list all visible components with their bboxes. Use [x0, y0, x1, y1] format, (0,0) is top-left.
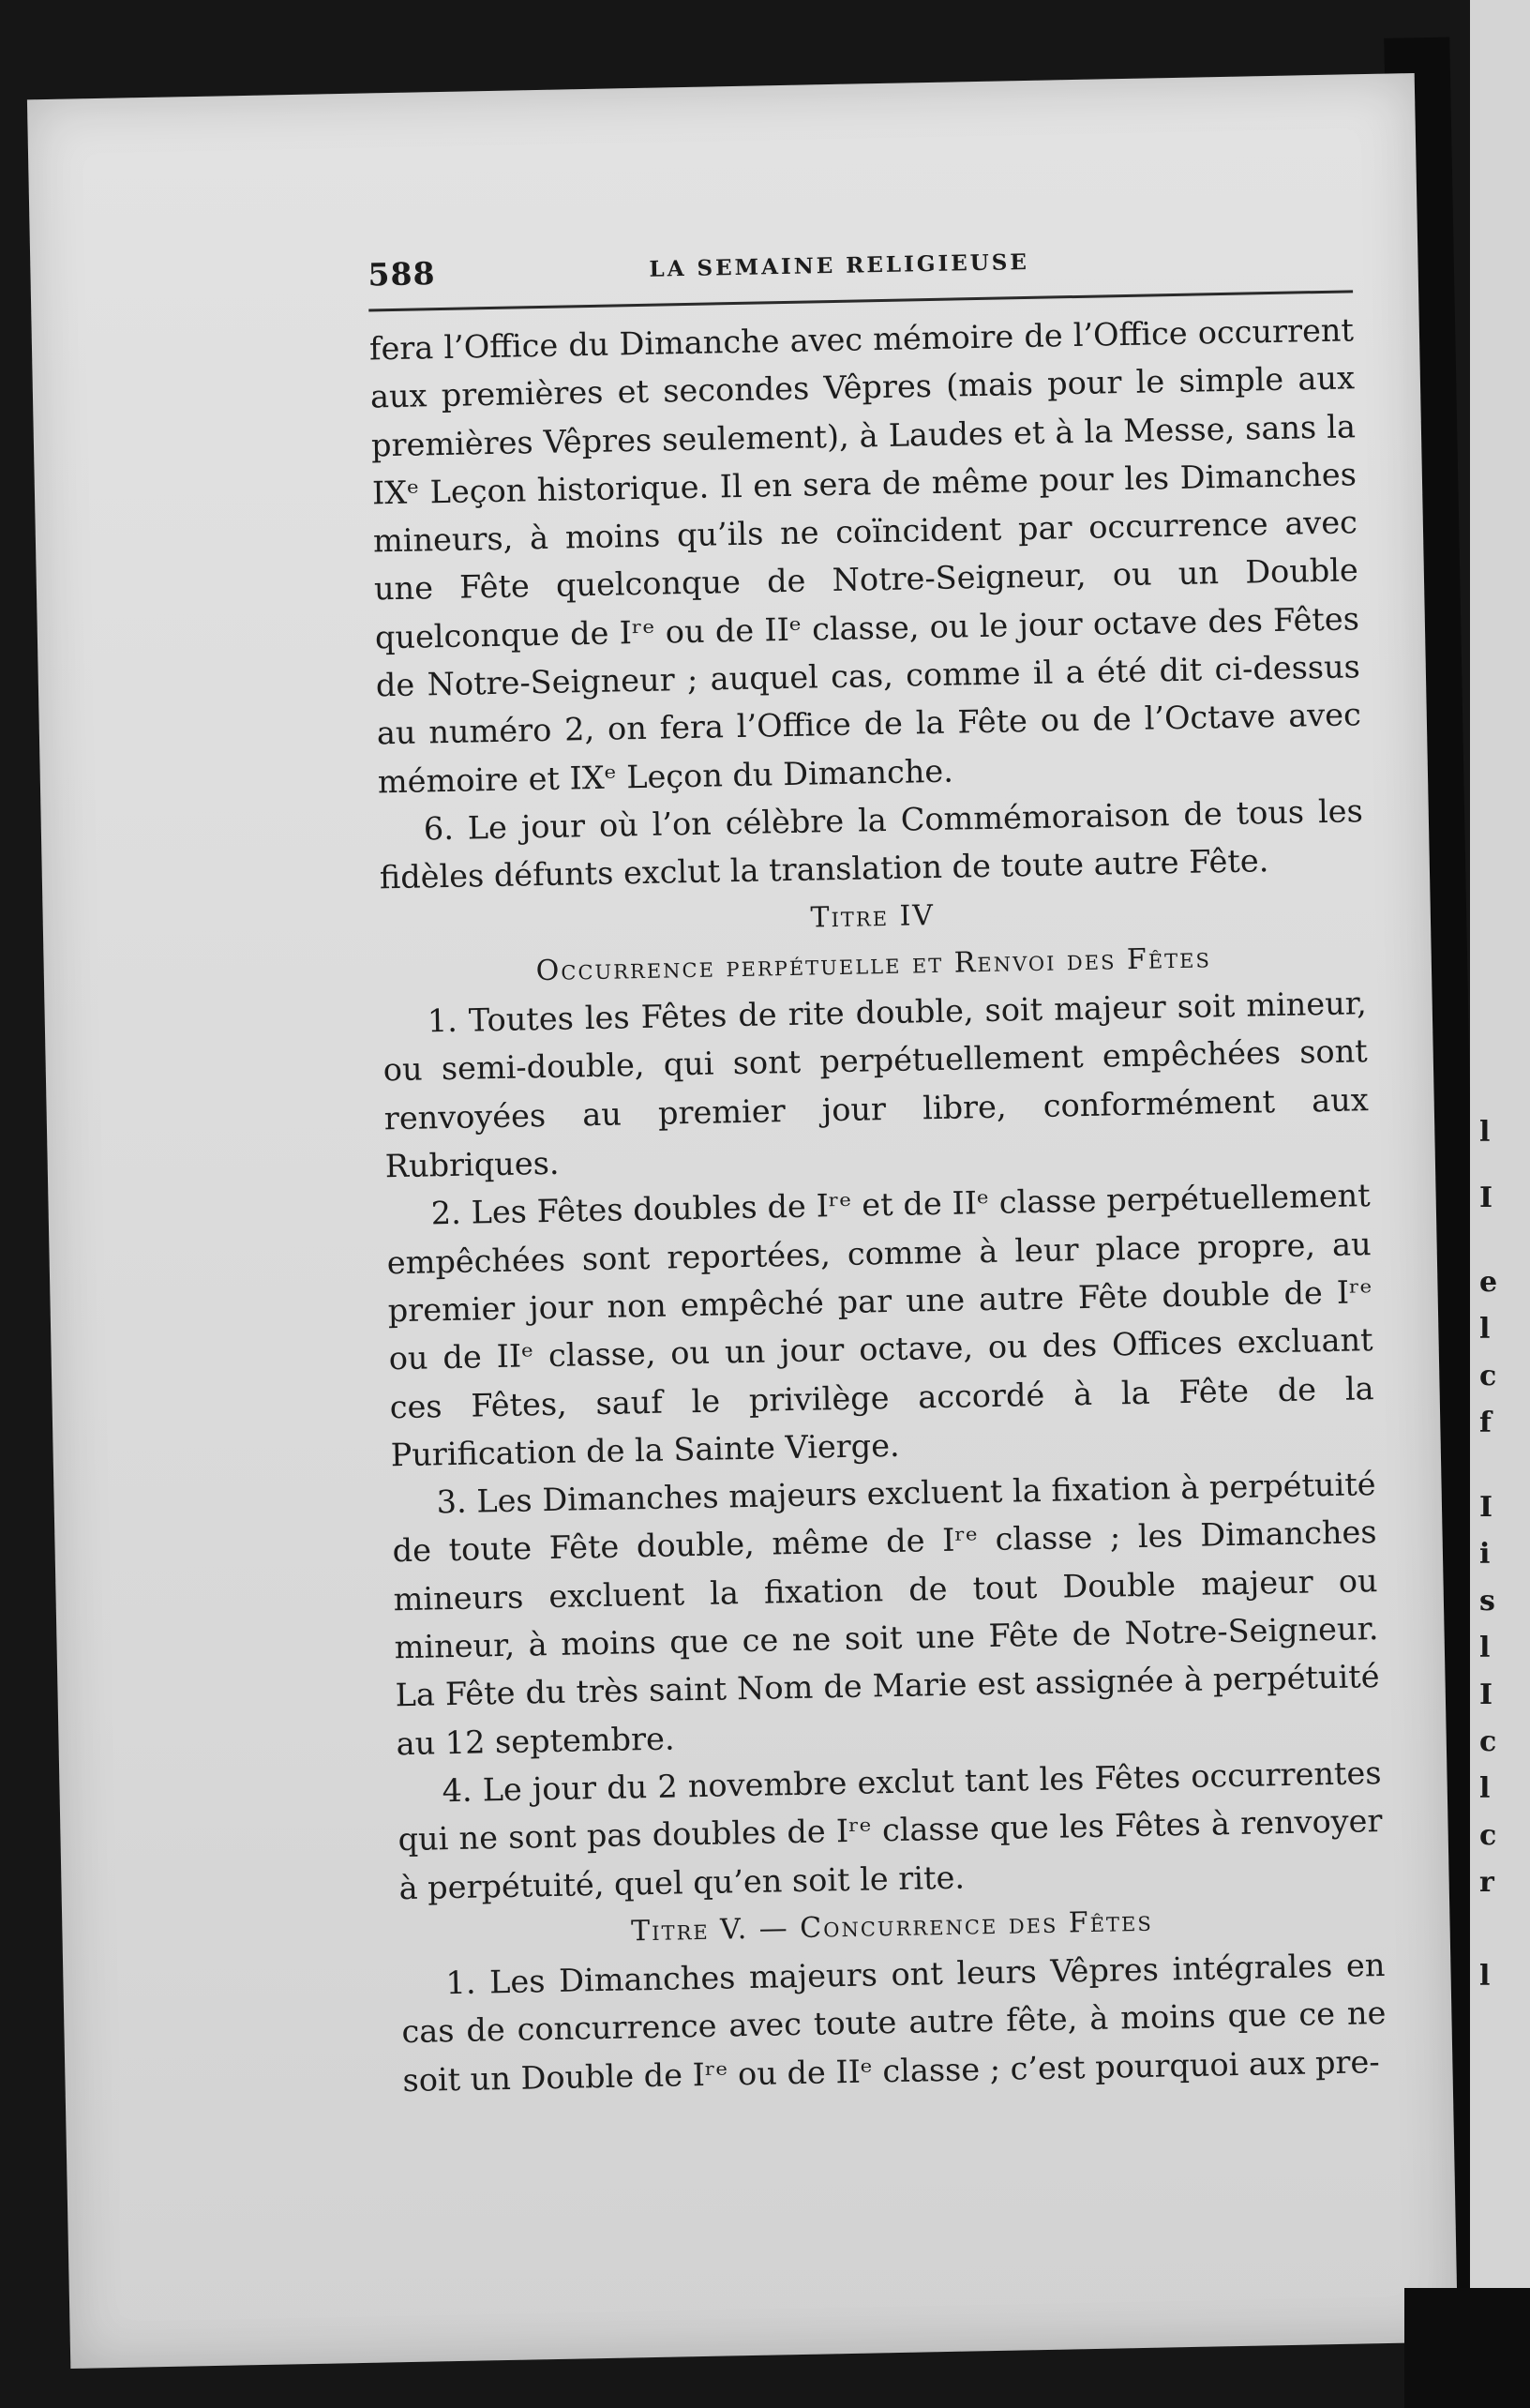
- adjacent-page-letter: l: [1479, 1313, 1491, 1346]
- adjacent-page-letter: c: [1479, 1725, 1497, 1758]
- adjacent-page-letter: I: [1479, 1491, 1493, 1524]
- adjacent-page-letter: l: [1479, 1116, 1491, 1149]
- adjacent-page-letter: c: [1479, 1819, 1497, 1852]
- page-body: [369, 306, 1388, 2104]
- section-heading: Titre IV: [810, 898, 936, 935]
- paragraph: 3. Les Dimanches majeurs excluent la fixation à perpétuité de toute Fête double, même de Iʳᵉ classe ; les Dimanches mineurs excluent la fixation de tout Double majeur ou mineur, à moins que ce ne soit une Fête de Notre-Seigneur. La Fête du très saint Nom de Marie est assignée à perpétuité au 12 septembre.: [392, 1466, 1380, 1762]
- adjacent-page-letter: r: [1479, 1866, 1494, 1899]
- book-page: [27, 73, 1458, 2369]
- adjacent-page-letter: l: [1479, 1632, 1491, 1664]
- paragraph: 1. Toutes les Fêtes de rite double, soit majeur soit mineur, ou semi-double, qui sont perpétuellement empêchées sont renvoyées au premier jour libre, conformément aux Rubriques.: [382, 985, 1370, 1185]
- running-title: LA SEMAINE RELIGIEUSE: [649, 248, 1030, 282]
- paragraph: 4. Le jour du 2 novembre exclut tant les Fêtes occurrentes qui ne sont pas doubles de Iʳᵉ classe que les Fêtes à renvoyer à perpétuité, quel qu’en soit le rite.: [398, 1753, 1383, 1906]
- paragraph: fera l’Office du Dimanche avec mémoire de l’Office occurrent aux premières et secondes Vêpres (mais pour le simple aux premières Vêpres seulement), à Laudes et à la Messe, sans la IXᵉ Leçon historique. Il en sera de même pour les Dimanches mineurs, à moins qu’ils ne coïncident par occurrence avec une Fête quelconque de Notre-Seigneur, ou un Double quelconque de Iʳᵉ ou de IIᵉ classe, ou le jour octave des Fêtes de Notre-Seigneur ; auquel cas, comme il a été dit ci-dessus au numéro 2, on fera l’Office de la Fête ou de l’Octave avec mémoire et IXᵉ Leçon du Dimanche.: [368, 311, 1362, 801]
- adjacent-page-letter: I: [1479, 1678, 1493, 1711]
- adjacent-page-letter: I: [1479, 1181, 1493, 1214]
- section-subheading: Occurrence perpétuelle et Renvoi des Fêtes: [535, 941, 1212, 988]
- adjacent-page-letter: e: [1479, 1266, 1498, 1299]
- adjacent-page-letter: f: [1479, 1407, 1492, 1439]
- adjacent-page-letter: l: [1479, 1772, 1491, 1805]
- adjacent-page-letter: c: [1479, 1360, 1497, 1392]
- page-content: [368, 233, 1388, 2104]
- adjacent-page-letter: i: [1479, 1538, 1491, 1571]
- adjacent-page-letter: s: [1479, 1585, 1495, 1618]
- adjacent-page-letter: l: [1479, 1960, 1491, 1993]
- paragraph: 1. Les Dimanches majeurs ont leurs Vêpres intégrales en cas de concurrence avec toute autre fête, à moins que ce ne soit un Double de Iʳᵉ ou de IIᵉ classe ; c’est pourquoi aux pre-: [401, 1947, 1387, 2099]
- page-number: 588: [368, 255, 436, 293]
- section-heading: Titre V. — Concurrence des Fêtes: [630, 1904, 1154, 1949]
- paragraph: 2. Les Fêtes doubles de Iʳᵉ et de IIᵉ classe perpétuellement empêchées sont reportées, comme à leur place propre, au premier jour non empêché par une autre Fête double de Iʳᵉ ou de IIᵉ classe, ou un jour octave, ou des Offices excluant ces Fêtes, sauf le privilège accordé à la Fête de la Purification de la Sainte Vierge.: [386, 1177, 1374, 1474]
- paragraph: 6. Le jour où l’on célèbre la Commémoraison de tous les fidèles défunts exclut la translation de toute autre Fête.: [379, 792, 1364, 896]
- scan-corner-shadow: [1404, 2288, 1530, 2408]
- running-head: [368, 233, 1353, 311]
- adjacent-page-edge: [1470, 0, 1530, 2408]
